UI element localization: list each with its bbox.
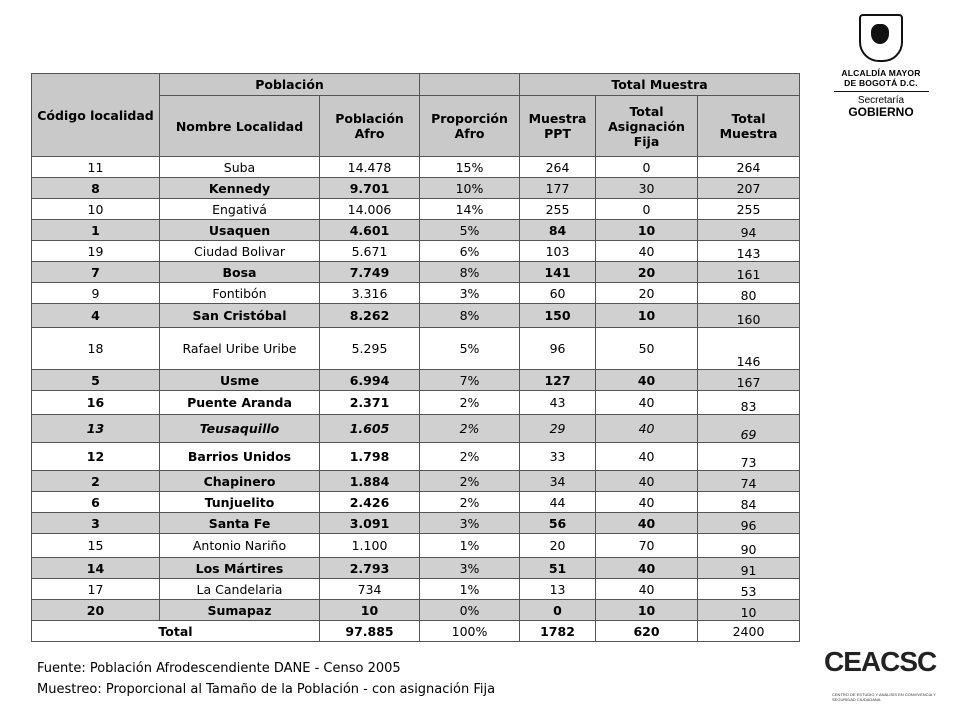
coat-of-arms-icon	[859, 14, 903, 62]
table-row	[32, 391, 800, 415]
cell-total: 53	[698, 579, 800, 600]
cell-poblacion: 2.426	[320, 492, 420, 513]
total-label: Total	[32, 621, 320, 642]
footer-notes	[37, 658, 495, 700]
header-muestra-l2: PPT	[544, 126, 571, 141]
cell-nombre: La Candelaria	[160, 579, 320, 600]
cell-fija: 40	[596, 579, 698, 600]
cell-proporcion: 2%	[420, 471, 520, 492]
cell-fija: 20	[596, 262, 698, 283]
cell-nombre: Usme	[160, 370, 320, 391]
cell-nombre: Los Mártires	[160, 558, 320, 579]
cell-poblacion: 1.605	[320, 415, 420, 443]
cell-poblacion: 2.793	[320, 558, 420, 579]
cell-fija: 50	[596, 328, 698, 370]
cell-nombre: Rafael Uribe Uribe	[160, 328, 320, 370]
cell-proporcion: 3%	[420, 513, 520, 534]
cell-codigo: 6	[32, 492, 160, 513]
cell-codigo: 7	[32, 262, 160, 283]
cell-total: 74	[698, 471, 800, 492]
table-row	[32, 241, 800, 262]
header-poblacion-afro-l2: Afro	[354, 126, 385, 141]
footer-muestreo: Muestreo: Proporcional al Tamaño de la Población - con asignación Fija	[37, 682, 496, 697]
cell-proporcion: 2%	[420, 443, 520, 471]
cell-nombre: Usaquen	[160, 220, 320, 241]
cell-total: 83	[698, 391, 800, 415]
cell-codigo: 20	[32, 600, 160, 621]
cell-fija: 30	[596, 178, 698, 199]
cell-nombre: Antonio Nariño	[160, 534, 320, 558]
cell-ppt: 29	[520, 415, 596, 443]
cell-proporcion: 5%	[420, 328, 520, 370]
cell-ppt: 150	[520, 304, 596, 328]
cell-ppt: 60	[520, 283, 596, 304]
ceacsc-wordmark: CEACSC	[824, 646, 937, 677]
cell-proporcion: 14%	[420, 199, 520, 220]
header-total-l2: Muestra	[719, 126, 778, 141]
table-row	[32, 220, 800, 241]
cell-fija: 40	[596, 443, 698, 471]
header-muestra-ppt	[520, 96, 596, 157]
cell-codigo: 16	[32, 391, 160, 415]
cell-codigo: 18	[32, 328, 160, 370]
cell-total: 91	[698, 558, 800, 579]
cell-poblacion: 4.601	[320, 220, 420, 241]
cell-ppt: 44	[520, 492, 596, 513]
ceacsc-logo	[818, 640, 948, 710]
total-proporcion: 100%	[420, 621, 520, 642]
table-row	[32, 178, 800, 199]
table-row	[32, 443, 800, 471]
cell-ppt: 13	[520, 579, 596, 600]
cell-ppt: 20	[520, 534, 596, 558]
cell-proporcion: 2%	[420, 415, 520, 443]
cell-poblacion: 10	[320, 600, 420, 621]
table-row	[32, 328, 800, 370]
cell-poblacion: 1.798	[320, 443, 420, 471]
cell-poblacion: 14.006	[320, 199, 420, 220]
cell-fija: 0	[596, 199, 698, 220]
table-row	[32, 492, 800, 513]
header-asig-l1: Total	[629, 103, 664, 119]
cell-ppt: 255	[520, 199, 596, 220]
cell-proporcion: 1%	[420, 579, 520, 600]
cell-total: 10	[698, 600, 800, 621]
cell-total: 167	[698, 370, 800, 391]
cell-proporcion: 10%	[420, 178, 520, 199]
cell-nombre: Barrios Unidos	[160, 443, 320, 471]
cell-poblacion: 1.100	[320, 534, 420, 558]
cell-proporcion: 1%	[420, 534, 520, 558]
cell-proporcion: 3%	[420, 558, 520, 579]
cell-total: 264	[698, 157, 800, 178]
cell-nombre: Ciudad Bolivar	[160, 241, 320, 262]
table-row	[32, 157, 800, 178]
header-proporcion-l1: Proporción	[431, 111, 508, 126]
cell-codigo: 19	[32, 241, 160, 262]
header-nombre-localidad: Nombre Localidad	[160, 96, 320, 157]
cell-fija: 40	[596, 415, 698, 443]
sample-table-container	[31, 73, 799, 642]
cell-poblacion: 5.295	[320, 328, 420, 370]
cell-fija: 10	[596, 304, 698, 328]
cell-codigo: 9	[32, 283, 160, 304]
table-body	[32, 157, 800, 621]
cell-nombre: Tunjuelito	[160, 492, 320, 513]
cell-ppt: 84	[520, 220, 596, 241]
cell-total: 94	[698, 220, 800, 241]
cell-codigo: 8	[32, 178, 160, 199]
cell-codigo: 3	[32, 513, 160, 534]
cell-poblacion: 3.091	[320, 513, 420, 534]
cell-codigo: 4	[32, 304, 160, 328]
header-total-muestra	[698, 96, 800, 157]
cell-total: 96	[698, 513, 800, 534]
cell-ppt: 33	[520, 443, 596, 471]
cell-poblacion: 9.701	[320, 178, 420, 199]
cell-poblacion: 2.371	[320, 391, 420, 415]
header-asig-l2: Asignación	[608, 118, 685, 134]
cell-proporcion: 5%	[420, 220, 520, 241]
cell-nombre: San Cristóbal	[160, 304, 320, 328]
alcaldia-line2: DE BOGOTÁ D.C.	[844, 78, 918, 88]
cell-nombre: Bosa	[160, 262, 320, 283]
cell-proporcion: 15%	[420, 157, 520, 178]
table-row	[32, 262, 800, 283]
cell-codigo: 10	[32, 199, 160, 220]
cell-ppt: 177	[520, 178, 596, 199]
cell-nombre: Puente Aranda	[160, 391, 320, 415]
cell-ppt: 34	[520, 471, 596, 492]
cell-nombre: Sumapaz	[160, 600, 320, 621]
cell-proporcion: 3%	[420, 283, 520, 304]
header-proporcion-afro	[420, 96, 520, 157]
cell-codigo: 15	[32, 534, 160, 558]
cell-ppt: 0	[520, 600, 596, 621]
cell-nombre: Fontibón	[160, 283, 320, 304]
cell-total: 143	[698, 241, 800, 262]
cell-proporcion: 8%	[420, 262, 520, 283]
cell-fija: 40	[596, 370, 698, 391]
cell-proporcion: 2%	[420, 492, 520, 513]
cell-poblacion: 734	[320, 579, 420, 600]
cell-ppt: 51	[520, 558, 596, 579]
cell-ppt: 127	[520, 370, 596, 391]
cell-ppt: 43	[520, 391, 596, 415]
cell-codigo: 14	[32, 558, 160, 579]
cell-nombre: Santa Fe	[160, 513, 320, 534]
header-poblacion-afro-l1: Población	[335, 111, 404, 126]
header-group-poblacion: Población	[160, 74, 420, 96]
table-row	[32, 471, 800, 492]
cell-total: 84	[698, 492, 800, 513]
cell-total: 207	[698, 178, 800, 199]
cell-total: 161	[698, 262, 800, 283]
table-row	[32, 600, 800, 621]
cell-proporcion: 8%	[420, 304, 520, 328]
table-row	[32, 199, 800, 220]
header-poblacion-afro	[320, 96, 420, 157]
alcaldia-secretaria: Secretaría	[857, 95, 905, 106]
header-asignacion-fija	[596, 96, 698, 157]
cell-fija: 0	[596, 157, 698, 178]
cell-total: 255	[698, 199, 800, 220]
header-proporcion-l2: Afro	[454, 126, 485, 141]
cell-poblacion: 8.262	[320, 304, 420, 328]
total-fija: 620	[596, 621, 698, 642]
cell-nombre: Engativá	[160, 199, 320, 220]
cell-fija: 40	[596, 471, 698, 492]
cell-total: 73	[698, 443, 800, 471]
cell-total: 90	[698, 534, 800, 558]
cell-codigo: 2	[32, 471, 160, 492]
footer-fuente: Fuente: Población Afrodescendiente DANE - Censo 2005	[37, 661, 401, 676]
cell-ppt: 96	[520, 328, 596, 370]
header-total-l1: Total	[731, 111, 766, 126]
cell-nombre: Suba	[160, 157, 320, 178]
cell-poblacion: 14.478	[320, 157, 420, 178]
cell-fija: 70	[596, 534, 698, 558]
cell-fija: 40	[596, 492, 698, 513]
cell-total: 69	[698, 415, 800, 443]
cell-ppt: 56	[520, 513, 596, 534]
cell-poblacion: 5.671	[320, 241, 420, 262]
cell-nombre: Teusaquillo	[160, 415, 320, 443]
cell-fija: 20	[596, 283, 698, 304]
alcaldia-line1: ALCALDÍA MAYOR	[841, 68, 921, 78]
table-row	[32, 579, 800, 600]
alcaldia-logo	[826, 14, 936, 119]
cell-fija: 10	[596, 600, 698, 621]
cell-proporcion: 7%	[420, 370, 520, 391]
cell-total: 146	[698, 328, 800, 370]
sample-table	[31, 73, 800, 642]
header-muestra-l1: Muestra	[528, 111, 587, 126]
total-poblacion: 97.885	[320, 621, 420, 642]
cell-total: 160	[698, 304, 800, 328]
table-row	[32, 513, 800, 534]
cell-poblacion: 3.316	[320, 283, 420, 304]
cell-proporcion: 2%	[420, 391, 520, 415]
cell-total: 80	[698, 283, 800, 304]
cell-codigo: 12	[32, 443, 160, 471]
cell-fija: 40	[596, 558, 698, 579]
cell-codigo: 5	[32, 370, 160, 391]
table-row	[32, 534, 800, 558]
cell-poblacion: 7.749	[320, 262, 420, 283]
header-group-total-muestra: Total Muestra	[520, 74, 800, 96]
cell-codigo: 1	[32, 220, 160, 241]
alcaldia-gobierno: GOBIERNO	[848, 105, 914, 119]
cell-proporcion: 6%	[420, 241, 520, 262]
cell-fija: 40	[596, 391, 698, 415]
cell-codigo: 11	[32, 157, 160, 178]
table-row	[32, 283, 800, 304]
header-codigo-localidad: Código localidad	[32, 74, 160, 157]
table-row	[32, 558, 800, 579]
alcaldia-divider	[834, 91, 929, 92]
cell-codigo: 17	[32, 579, 160, 600]
total-muestra: 2400	[698, 621, 800, 642]
cell-nombre: Kennedy	[160, 178, 320, 199]
cell-fija: 10	[596, 220, 698, 241]
cell-codigo: 13	[32, 415, 160, 443]
table-row	[32, 415, 800, 443]
cell-nombre: Chapinero	[160, 471, 320, 492]
header-group-empty	[420, 74, 520, 96]
cell-ppt: 103	[520, 241, 596, 262]
cell-ppt: 264	[520, 157, 596, 178]
header-asig-l3: Fija	[633, 133, 660, 149]
ceacsc-subtitle: CENTRO DE ESTUDIO Y ANÁLISIS EN CONVIVENCIA Y SEGURIDAD CIUDADANA	[832, 692, 936, 702]
table-row	[32, 370, 800, 391]
table-row	[32, 304, 800, 328]
cell-proporcion: 0%	[420, 600, 520, 621]
cell-fija: 40	[596, 513, 698, 534]
total-ppt: 1782	[520, 621, 596, 642]
cell-poblacion: 1.884	[320, 471, 420, 492]
cell-fija: 40	[596, 241, 698, 262]
cell-ppt: 141	[520, 262, 596, 283]
total-row	[32, 621, 800, 642]
cell-poblacion: 6.994	[320, 370, 420, 391]
